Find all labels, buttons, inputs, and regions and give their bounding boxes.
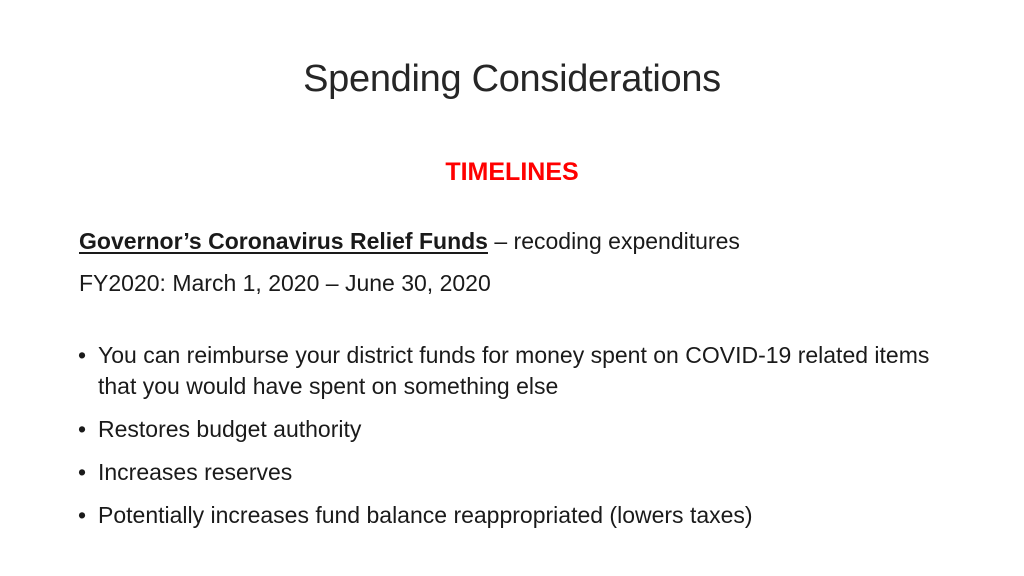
- section-subtitle: TIMELINES: [445, 158, 579, 186]
- bullet-text: Restores budget authority: [98, 416, 362, 442]
- bullet-item: [78, 414, 958, 445]
- bullet-text: Increases reserves: [98, 459, 293, 485]
- bullet-text: Potentially increases fund balance reappropriated (lowers taxes): [98, 502, 753, 528]
- bullet-item: [78, 500, 958, 531]
- funds-heading-bold: Governor’s Coronavirus Relief Funds: [79, 228, 488, 254]
- bullet-item: [78, 340, 958, 402]
- funds-heading-line: [79, 228, 740, 255]
- bullet-icon: •: [78, 416, 87, 442]
- slide-title: Spending Considerations: [303, 58, 721, 100]
- bullet-text: You can reimburse your district funds for money spent on COVID-19 related items that you would have spent on something else: [98, 342, 930, 399]
- bullet-list: [78, 340, 958, 543]
- date-range-line: FY2020: March 1, 2020 – June 30, 2020: [79, 270, 491, 296]
- bullet-icon: •: [78, 342, 87, 368]
- bullet-item: [78, 457, 958, 488]
- bullet-icon: •: [78, 459, 87, 485]
- bullet-icon: •: [78, 502, 87, 528]
- funds-heading-rest: – recoding expenditures: [487, 228, 740, 254]
